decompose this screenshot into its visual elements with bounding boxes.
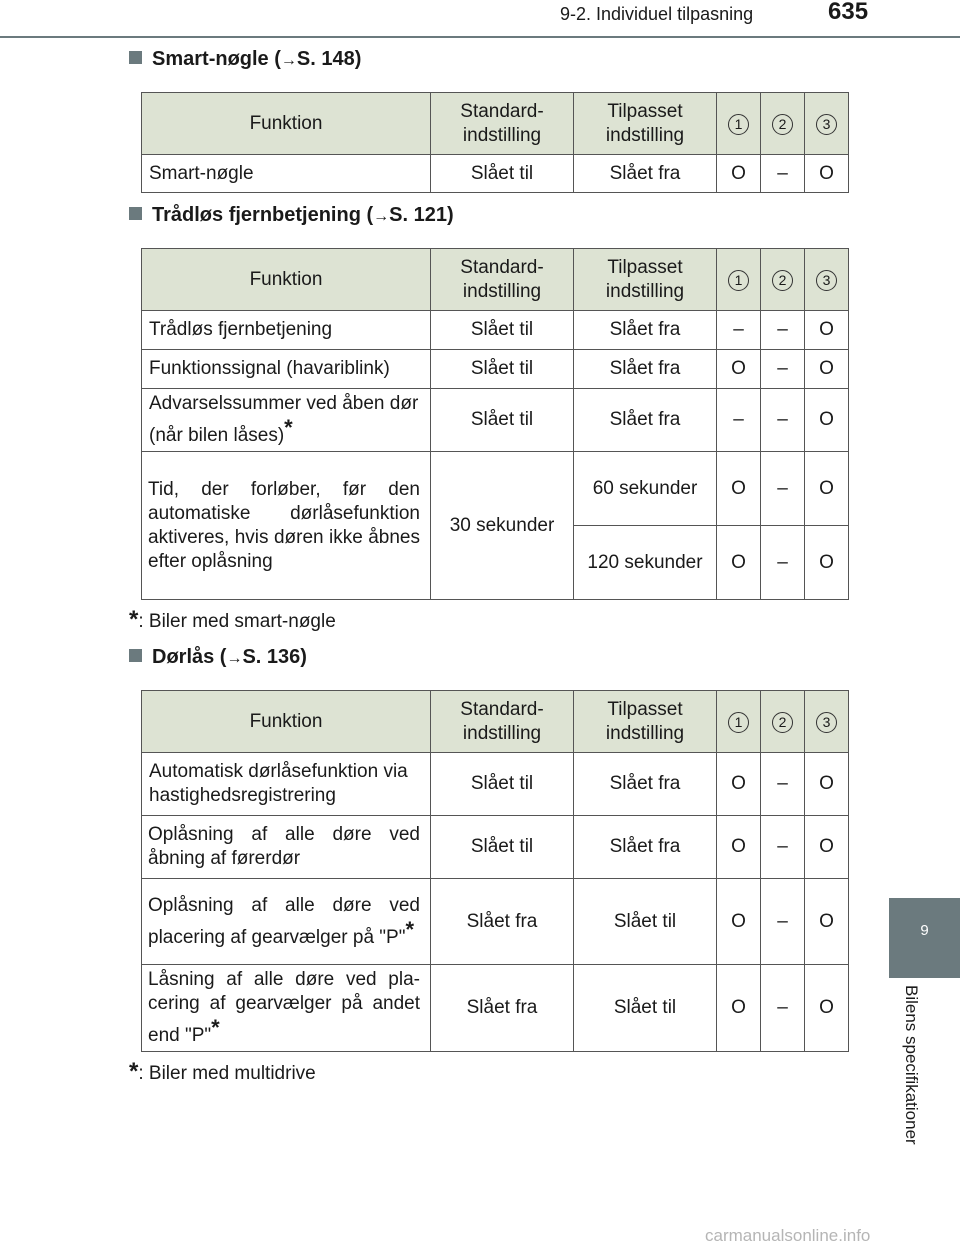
arrow-icon: → xyxy=(226,650,243,667)
circle-3-icon: 3 xyxy=(816,270,837,291)
circle-2-icon: 2 xyxy=(772,270,793,291)
footnote-mark: * xyxy=(129,1058,139,1085)
circle-3-icon: 3 xyxy=(816,114,837,135)
chapter-label xyxy=(893,985,923,1185)
header-default: Standard-indstilling xyxy=(431,249,574,311)
header-function: Funktion xyxy=(142,93,431,155)
section-heading-smart-key: Smart-nøgle (→S. 148) xyxy=(129,48,361,71)
arrow-icon: → xyxy=(373,208,390,225)
table-row: Trådløs fjernbetjening Slået til Slået fra – – O xyxy=(142,311,849,350)
header-default: Standard-indstilling xyxy=(431,691,574,753)
header-function: Funktion xyxy=(142,249,431,311)
bullet-square-icon xyxy=(129,649,142,662)
header-custom: Tilpasset indstilling xyxy=(574,691,717,753)
chapter-label-text: Bilens specifikationer xyxy=(902,985,921,1145)
section-title: 9-2. Individuel tilpasning xyxy=(560,4,754,24)
table-row: Låsning af alle døre ved pla-cering af gearvælger på andet end "P"* Slået fra Slået til O – O xyxy=(142,965,849,1052)
chapter-number: 9 xyxy=(920,922,929,939)
circle-1-icon: 1 xyxy=(728,712,749,733)
footnote-mark: * xyxy=(211,1015,220,1040)
header-custom: Tilpasset indstilling xyxy=(574,93,717,155)
arrow-icon: → xyxy=(280,52,297,69)
footnote-mark: * xyxy=(129,606,139,633)
chapter-tab[interactable] xyxy=(889,898,960,978)
table-row: Advarselssummer ved åben dør (når bilen låses)* Slået til Slået fra – – O xyxy=(142,389,849,452)
circle-1-icon: 1 xyxy=(728,114,749,135)
footnote-multidrive: *: Biler med multidrive xyxy=(129,1058,316,1085)
table-row: 120 sekunder O – O xyxy=(142,526,849,600)
table-door-lock xyxy=(141,690,849,1052)
circle-2-icon: 2 xyxy=(772,712,793,733)
header-custom: Tilpasset indstilling xyxy=(574,249,717,311)
table-remote xyxy=(141,248,849,600)
watermark: carmanualsonline.info xyxy=(705,1226,871,1245)
circle-1-icon: 1 xyxy=(728,270,749,291)
table-row: Oplåsning af alle døre ved åbning af førerdør Slået til Slået fra O – O xyxy=(142,816,849,879)
table-row: Smart-nøgle Slået til Slået fra O – O xyxy=(142,155,849,193)
table-row: Automatisk dørlåsefunktion via hastighedsregistrering Slået til Slået fra O – O xyxy=(142,753,849,816)
header-default: Standard-indstilling xyxy=(431,93,574,155)
circle-3-icon: 3 xyxy=(816,712,837,733)
section-heading-remote: Trådløs fjernbetjening (→S. 121) xyxy=(129,204,454,227)
bullet-square-icon xyxy=(129,51,142,64)
table-row: Oplåsning af alle døre ved placering af gearvælger på "P"* Slået fra Slået til O – O xyxy=(142,879,849,965)
bullet-square-icon xyxy=(129,207,142,220)
table-row: Tid, der forløber, før den automatiske dørlåsefunktion aktiveres, hvis døren ikke åbnes efter oplåsning 30 sekunder 60 sekunder O – O xyxy=(142,452,849,526)
table-smart-key xyxy=(141,92,849,193)
table-row: Funktionssignal (havariblink) Slået til Slået fra O – O xyxy=(142,350,849,389)
circle-2-icon: 2 xyxy=(772,114,793,135)
footnote-smart-key: *: Biler med smart-nøgle xyxy=(129,606,336,633)
header-function: Funktion xyxy=(142,691,431,753)
header-divider xyxy=(0,36,960,38)
section-heading-door-lock: Dørlås (→S. 136) xyxy=(129,646,307,669)
page-number: 635 xyxy=(828,0,869,25)
footnote-mark: * xyxy=(405,916,415,942)
footnote-mark: * xyxy=(284,415,293,440)
